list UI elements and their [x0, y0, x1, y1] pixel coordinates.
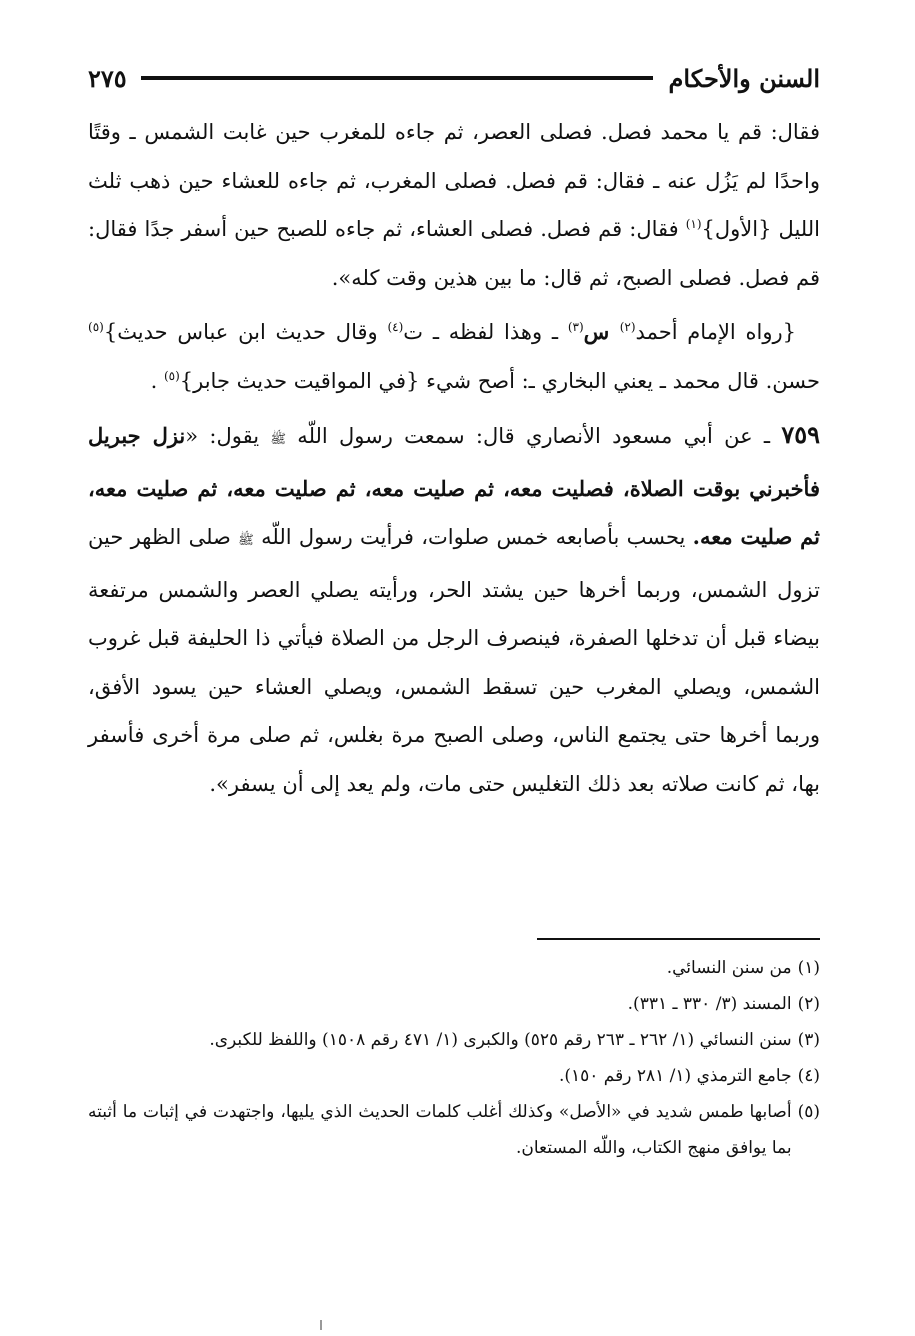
footnote-text: سنن النسائي (١/ ٢٦٢ ـ ٢٦٣ رقم ٥٢٥) والكبرى (١/ ٤٧١ رقم ١٥٠٨) واللفظ للكبرى. [209, 1030, 792, 1050]
text-run: صلى الظهر حين تزول الشمس، وربما أخرها حين يشتد الحر، ورأيته يصلي العصر والشمس مرتفعة بيضاء قبل أن تدخلها الصفرة، فينصرف الرجل من الصلاة فيأتي ذا الحليفة قبل غروب الشمس، ويصلي المغرب حين تسقط الشمس، ويصلي العشاء حين يسود الأفق، وربما أخرها حتى يجتمع الناس، وصلى الصبح مرة بغلس، ثم صلى مرة أخرى فأسفر بها، ثم كانت صلاته بعد ذلك التغليس حتى مات، ولم يعد إلى أن يسفر». [88, 525, 820, 796]
hadith-number: ٧٥٩ [781, 420, 820, 449]
salutation-glyph: ﷺ [238, 533, 254, 548]
footnote-marker: (٥) [797, 1102, 820, 1122]
page-number: ٢٧٥ [88, 63, 127, 93]
salutation-glyph: ﷺ [270, 432, 287, 447]
footnote-text: جامع الترمذي (١/ ٢٨١ رقم ١٥٠). [558, 1066, 792, 1086]
paragraph-continuation [88, 108, 820, 302]
footnote-text: أصابها طمس شديد في «الأصل» وكذلك أغلب كلمات الحديث الذي يليها، واجتهدت في إثبات ما أثبته بما يوافق منهج الكتاب، واللّه المستعان. [88, 1102, 792, 1158]
footnote-ref: (٥) [88, 320, 104, 334]
footnote-text: من سنن النسائي. [666, 958, 792, 978]
book-title: السنن والأحكام [668, 63, 820, 93]
footnote-marker: (٤) [797, 1066, 820, 1086]
footnote-marker: (٣) [797, 1030, 820, 1050]
footnote-ref: (٤) [387, 320, 404, 334]
text-run: وقال حديث ابن عباس حديث} [103, 320, 388, 344]
text-run: . [150, 368, 164, 393]
source-siglum: س [583, 319, 620, 344]
footnote-item [88, 1094, 820, 1166]
footnote-ref: (٢) [619, 320, 636, 334]
text-run: يقول: « [185, 424, 271, 448]
text-run: يحسب بأصابعه خمس صلوات، فرأيت رسول اللّه [253, 525, 693, 549]
hadith-bold-text: نزل جبريل فأخبرني بوقت الصلاة، فصليت معه، ثم صليت معه، ثم صليت معه، ثم صليت معه، ثم صليت معه. [88, 423, 821, 549]
header-rule [141, 76, 653, 80]
main-text [88, 108, 820, 808]
paragraph-narration [88, 308, 820, 405]
text-run: {رواه الإمام أحمد [635, 320, 797, 344]
text-run: ـ عن أبي مسعود الأنصاري قال: سمعت رسول اللّه [286, 424, 782, 448]
footnote-rule [537, 938, 820, 940]
text-run: حسن. قال محمد ـ يعني البخاري ـ: أصح شيء {في المواقيت حديث جابر} [179, 368, 820, 393]
footnotes [88, 950, 820, 1166]
footnote-marker: (٢) [797, 994, 820, 1014]
footnote-ref: (١) [685, 217, 702, 231]
footnote-ref: (٥) [163, 368, 180, 383]
book-page [88, 58, 820, 1318]
footnote-item [88, 986, 820, 1022]
footnote-text: المسند (٣/ ٣٣٠ ـ ٣٣١). [627, 994, 792, 1014]
paragraph-hadith [88, 411, 820, 808]
running-head [88, 58, 820, 98]
footnote-ref: (٣) [567, 320, 584, 334]
footnote-item [88, 950, 820, 986]
footnote-item [88, 1022, 820, 1058]
text-run: فقال: قم يا محمد فصل. فصلى العصر، ثم جاءه للمغرب حين غابت الشمس ـ وقتًا واحدًا لم يَزُل عنه ـ فقال: قم فصل. فصلى المغرب، ثم جاءه للعشاء حين ذهب ثلث الليل {الأول} [88, 120, 820, 241]
text-run: ـ وهذا لفظه ـ ت [403, 320, 568, 344]
scan-artifact [320, 1320, 322, 1330]
text-run: فقال: قم فصل. فصلى العشاء، ثم جاءه للصبح حين أسفر جدًا فقال: قم فصل. فصلى الصبح، ثم قال: ما بين هذين وقت كله». [88, 217, 820, 290]
footnote-item [88, 1058, 820, 1094]
footnote-marker: (١) [797, 958, 820, 978]
